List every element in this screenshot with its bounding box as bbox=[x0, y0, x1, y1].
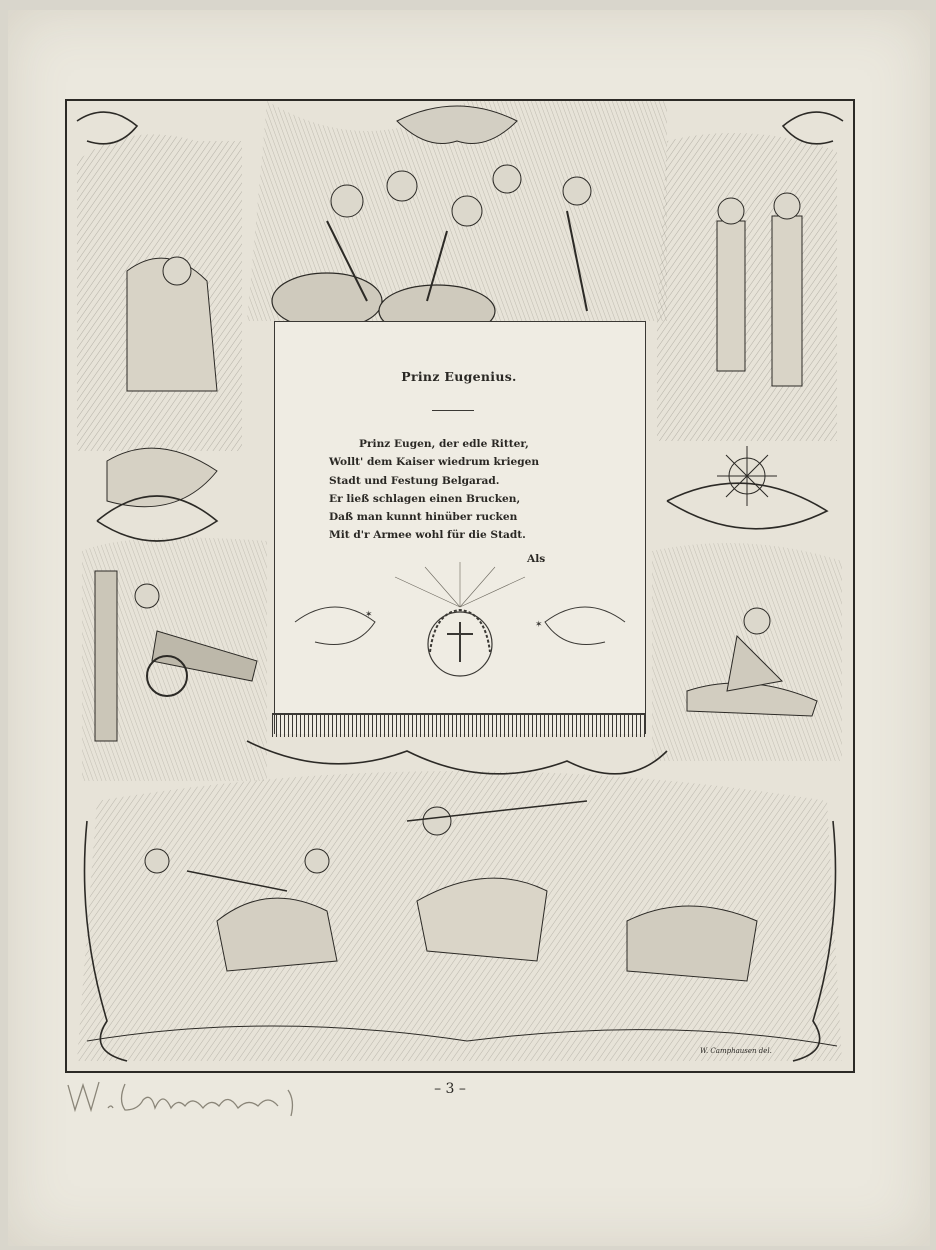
artist-signature: W. Camphausen del. bbox=[700, 1047, 772, 1055]
catchword: Als bbox=[527, 553, 546, 565]
book-page bbox=[8, 10, 930, 1246]
battle-scene-bottom bbox=[77, 771, 842, 1061]
radiant-star-icon bbox=[717, 446, 777, 506]
handwritten-signature bbox=[63, 1070, 313, 1120]
signature-drawing bbox=[63, 1070, 313, 1120]
cannon-scene-left bbox=[82, 538, 267, 781]
poem-line: Mit d'r Armee wohl für die Stadt. bbox=[329, 529, 526, 542]
mourning-scene-right bbox=[652, 543, 842, 761]
engraved-plate bbox=[65, 99, 855, 1073]
title-rule bbox=[432, 410, 474, 411]
poem-line: Wollt' dem Kaiser wiedrum kriegen bbox=[329, 456, 540, 469]
poem-line: Stadt und Festung Belgarad. bbox=[329, 474, 500, 487]
poem-stanza bbox=[329, 435, 639, 545]
cavalry-scene-top-left bbox=[77, 134, 242, 506]
poem-line: Prinz Eugen, der edle Ritter, bbox=[359, 438, 529, 450]
svg-text:✶: ✶ bbox=[365, 610, 373, 620]
poem-title: Prinz Eugenius. bbox=[401, 369, 517, 384]
cross-in-wreath-icon bbox=[428, 610, 492, 676]
page-number: – 3 – bbox=[434, 1081, 466, 1097]
poem-line: Daß man kunnt hinüber rucken bbox=[329, 511, 518, 524]
svg-text:✶: ✶ bbox=[535, 620, 543, 630]
council-scene-top-right bbox=[657, 133, 837, 506]
musicians-scene bbox=[247, 101, 667, 337]
poem-line: Er ließ schlagen einen Brucken, bbox=[329, 492, 521, 505]
banner-fringe bbox=[272, 713, 646, 737]
